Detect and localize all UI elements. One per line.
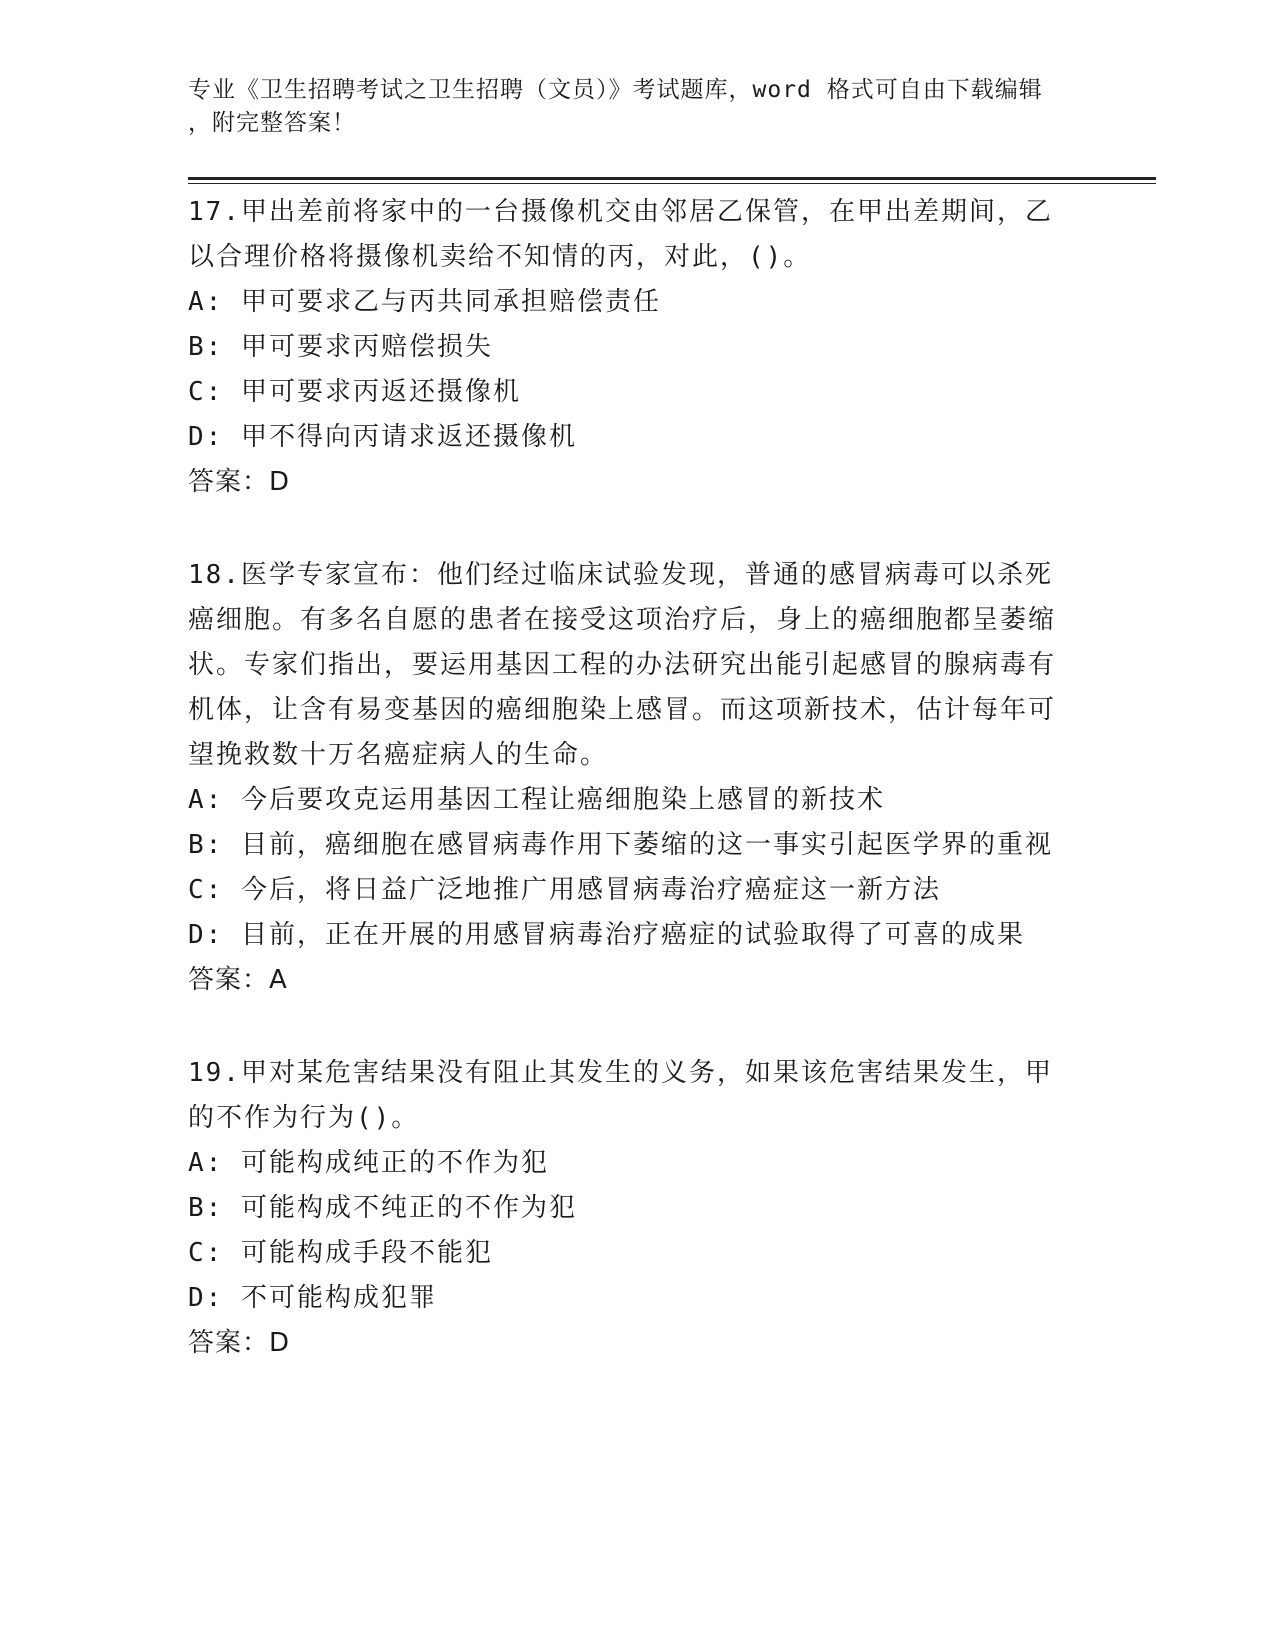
question-list	[188, 190, 1078, 1414]
header-line-1: 专业《卫生招聘考试之卫生招聘（文员）》考试题库，word 格式可自由下载编辑	[188, 77, 1043, 103]
question-18	[188, 553, 1078, 1003]
header-divider-thin	[188, 183, 1156, 184]
option-c: C: 今后，将日益广泛地推广用感冒病毒治疗癌症这一新方法	[188, 875, 941, 905]
option-a: A: 甲可要求乙与丙共同承担赔偿责任	[188, 287, 661, 317]
option-c: C: 甲可要求丙返还摄像机	[188, 377, 521, 407]
question-stem: 19.甲对某危害结果没有阻止其发生的义务，如果该危害结果发生，甲的不作为行为()。	[188, 1058, 1053, 1133]
option-c: C: 可能构成手段不能犯	[188, 1238, 493, 1268]
header-line-2: ，附完整答案！	[188, 110, 356, 136]
question-stem: 17.甲出差前将家中的一台摄像机交由邻居乙保管，在甲出差期间，乙以合理价格将摄像机卖给不知情的丙，对此，()。	[188, 197, 1053, 272]
option-b: B: 甲可要求丙赔偿损失	[188, 332, 493, 362]
option-b: B: 可能构成不纯正的不作为犯	[188, 1193, 577, 1223]
option-a: A: 今后要攻克运用基因工程让癌细胞染上感冒的新技术	[188, 785, 885, 815]
answer: 答案：A	[188, 965, 288, 995]
option-d: D: 目前，正在开展的用感冒病毒治疗癌症的试验取得了可喜的成果	[188, 920, 1025, 950]
option-d: D: 不可能构成犯罪	[188, 1283, 437, 1313]
answer: 答案：D	[188, 467, 291, 497]
header-divider-thick	[188, 177, 1156, 180]
question-19	[188, 1051, 1078, 1366]
question-17	[188, 190, 1078, 505]
document-header	[188, 74, 1088, 140]
option-a: A: 可能构成纯正的不作为犯	[188, 1148, 549, 1178]
option-d: D: 甲不得向丙请求返还摄像机	[188, 422, 577, 452]
option-b: B: 目前，癌细胞在感冒病毒作用下萎缩的这一事实引起医学界的重视	[188, 830, 1053, 860]
question-stem: 18.医学专家宣布：他们经过临床试验发现，普通的感冒病毒可以杀死癌细胞。有多名自愿的患者在接受这项治疗后，身上的癌细胞都呈萎缩状。专家们指出，要运用基因工程的办法研究出能引起感冒的腺病毒有机体，让含有易变基因的癌细胞染上感冒。而这项新技术，估计每年可望挽救数十万名癌症病人的生命。	[188, 560, 1057, 770]
answer: 答案：D	[188, 1328, 291, 1358]
